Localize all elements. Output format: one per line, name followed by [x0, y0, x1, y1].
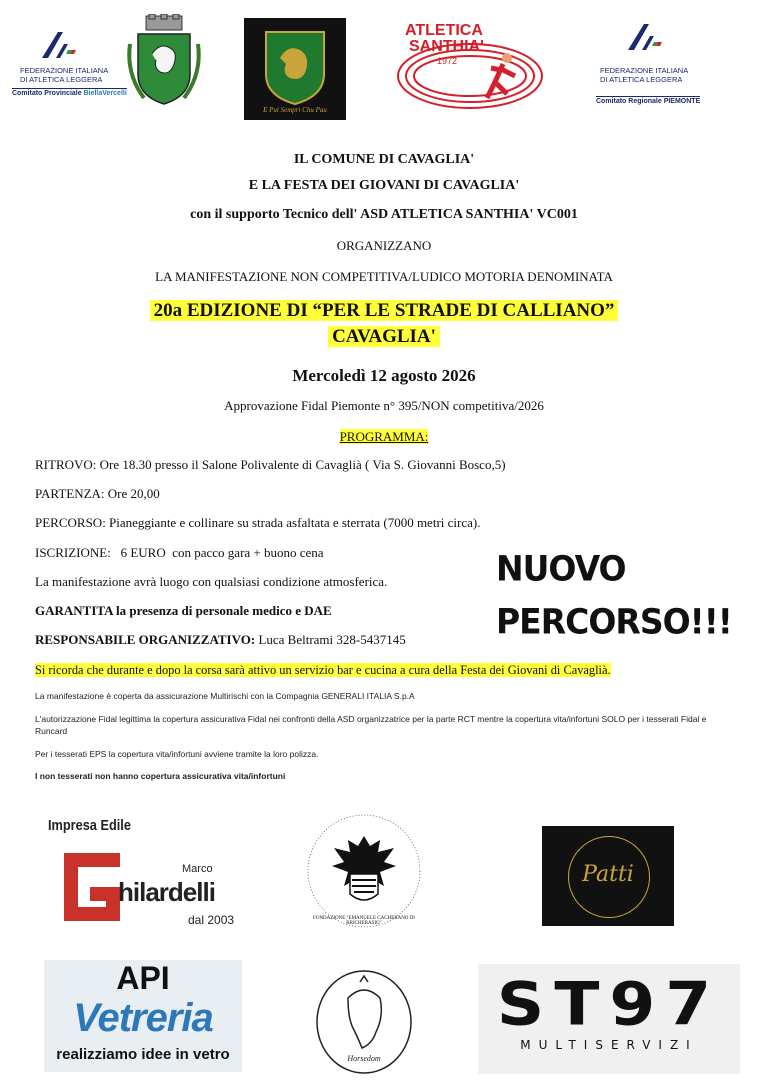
fidal-icon — [38, 30, 78, 60]
vetreria-tagline: realizziamo idee in vetro — [56, 1046, 230, 1063]
festa-motto: E Pui Sempri Chu Pau — [263, 106, 327, 114]
stemma-comune-logo — [124, 14, 204, 110]
header-line4: ORGANIZZANO — [336, 238, 432, 253]
st97-logo — [478, 964, 740, 1074]
ghilardelli-g-icon — [54, 847, 124, 927]
vetreria-api: API — [116, 960, 170, 996]
horse-logo — [314, 968, 414, 1076]
fondazione-logo — [300, 812, 428, 930]
partenza-text: PARTENZA: Ore 20,00 — [35, 486, 160, 501]
ghilardelli-name: Marco — [182, 863, 213, 875]
fidal-line2: DI ATLETICA LEGGERA — [600, 75, 683, 84]
event-title-2: CAVAGLIA' — [328, 326, 440, 347]
promo-line1: NUOVO — [496, 548, 626, 589]
promo-line2: PERCORSO!!! — [496, 601, 732, 642]
ghilardelli-brand: hilardelli — [118, 877, 215, 907]
st97-sub: MULTISERVIZI — [520, 1038, 698, 1052]
garantita-rest: la presenza di personale medico e DAE — [112, 603, 332, 618]
garantita-text — [35, 603, 332, 619]
fidal-line1: FEDERAZIONE ITALIANA — [600, 66, 689, 75]
vetreria-brand: Vetreria — [73, 996, 213, 1040]
header-line3: con il supporto Tecnico dell' ASD ATLETICA SANTHIA' VC001 — [190, 207, 578, 222]
insurance-p3: Per i tesserati EPS la copertura vita/infortuni avviene tramite la loro polizza. — [35, 749, 319, 759]
santhia-name: ATLETICA — [405, 22, 483, 39]
bar-notice: Si ricorda che durante e dopo la corsa sarà attivo un servizio bar e cucina a cura della Festa dei Giovani di Cavaglià. — [35, 663, 611, 677]
ritrovo-text: RITROVO: Ore 18.30 presso il Salone Polivalente di Cavaglià ( Via S. Giovanni Bosco,5) — [35, 457, 506, 472]
insurance-p2: L'autorizzazione Fidal legittima la copertura assicurativa Fidal nei confronti della ASD organizzatrice per la parte RCT mentre la copertura vita/infortuni SOLO per i tesserati Fidal e Runcard — [35, 714, 707, 736]
header-line5: LA MANIFESTAZIONE NON COMPETITIVA/LUDICO MOTORIA DENOMINATA — [155, 269, 613, 284]
horse-name: Horsedom — [347, 1054, 381, 1063]
shield-horse-icon — [244, 18, 346, 120]
vetreria-logo — [44, 960, 242, 1072]
header-line2: E LA FESTA DEI GIOVANI DI CAVAGLIA' — [248, 178, 520, 193]
atletica-santhia-logo — [395, 20, 545, 112]
patti-name: Patti — [582, 862, 634, 887]
fidal-line2: DI ATLETICA LEGGERA — [20, 75, 103, 84]
santhia-name2: SANTHIA' — [409, 38, 484, 55]
fidal-line1: FEDERAZIONE ITALIANA — [20, 66, 109, 75]
condizioni-text: La manifestazione avrà luogo con qualsiasi condizione atmosferica. — [35, 574, 388, 589]
fidal-provinciale-logo — [10, 30, 127, 105]
fidal-sub-b: PIEMONTE — [663, 98, 701, 105]
fidal-sub-b: BiellaVercelli — [83, 90, 127, 97]
garantita-bold: GARANTITA — [35, 603, 113, 618]
fidal-sub-a: Comitato Regionale — [596, 98, 664, 105]
insurance-p1: La manifestazione è coperta da assicurazione Multirischi con la Compagnia GENERALI ITALIA S.p.A — [35, 691, 415, 701]
event-date: Mercoledì 12 agosto 2026 — [292, 366, 476, 385]
percorso-text: PERCORSO: Pianeggiante e collinare su strada asfaltata e sterrata (7000 metri circa). — [35, 515, 481, 530]
patti-logo — [542, 826, 674, 926]
fondazione-ring-text: FONDAZIONE "EMANUELE CACHERANO DI BRICHERASIO" — [313, 916, 415, 926]
santhia-year: 1972 — [437, 56, 458, 66]
ghilardelli-logo — [44, 815, 244, 935]
fidal-icon — [624, 22, 664, 52]
responsabile-label: RESPONSABILE ORGANIZZATIVO: — [35, 632, 256, 647]
eagle-seal-icon — [300, 812, 428, 930]
fidal-regionale-logo — [594, 22, 708, 112]
fidal-sub-a: Comitato Provinciale — [12, 90, 84, 97]
responsabile-value: Luca Beltrami 328-5437145 — [255, 632, 406, 647]
coat-of-arms-icon — [124, 14, 204, 110]
ghilardelli-top: Impresa Edile — [48, 817, 131, 834]
iscrizione-text: ISCRIZIONE: 6 EURO con pacco gara + buono cena — [35, 545, 324, 560]
programma-heading: PROGRAMMA: — [339, 429, 429, 444]
ghilardelli-since: dal 2003 — [188, 913, 235, 927]
event-approval: Approvazione Fidal Piemonte n° 395/NON competitiva/2026 — [224, 398, 544, 413]
header-line1: IL COMUNE DI CAVAGLIA' — [293, 152, 475, 167]
st97-brand: ST97 — [496, 969, 722, 1040]
festa-giovani-logo — [244, 18, 346, 120]
insurance-p4: I non tesserati non hanno copertura assicurativa vita/infortuni — [35, 771, 286, 781]
event-title-1: 20a EDIZIONE DI “PER LE STRADE DI CALLIANO” — [150, 300, 619, 321]
responsabile-text — [35, 632, 406, 648]
